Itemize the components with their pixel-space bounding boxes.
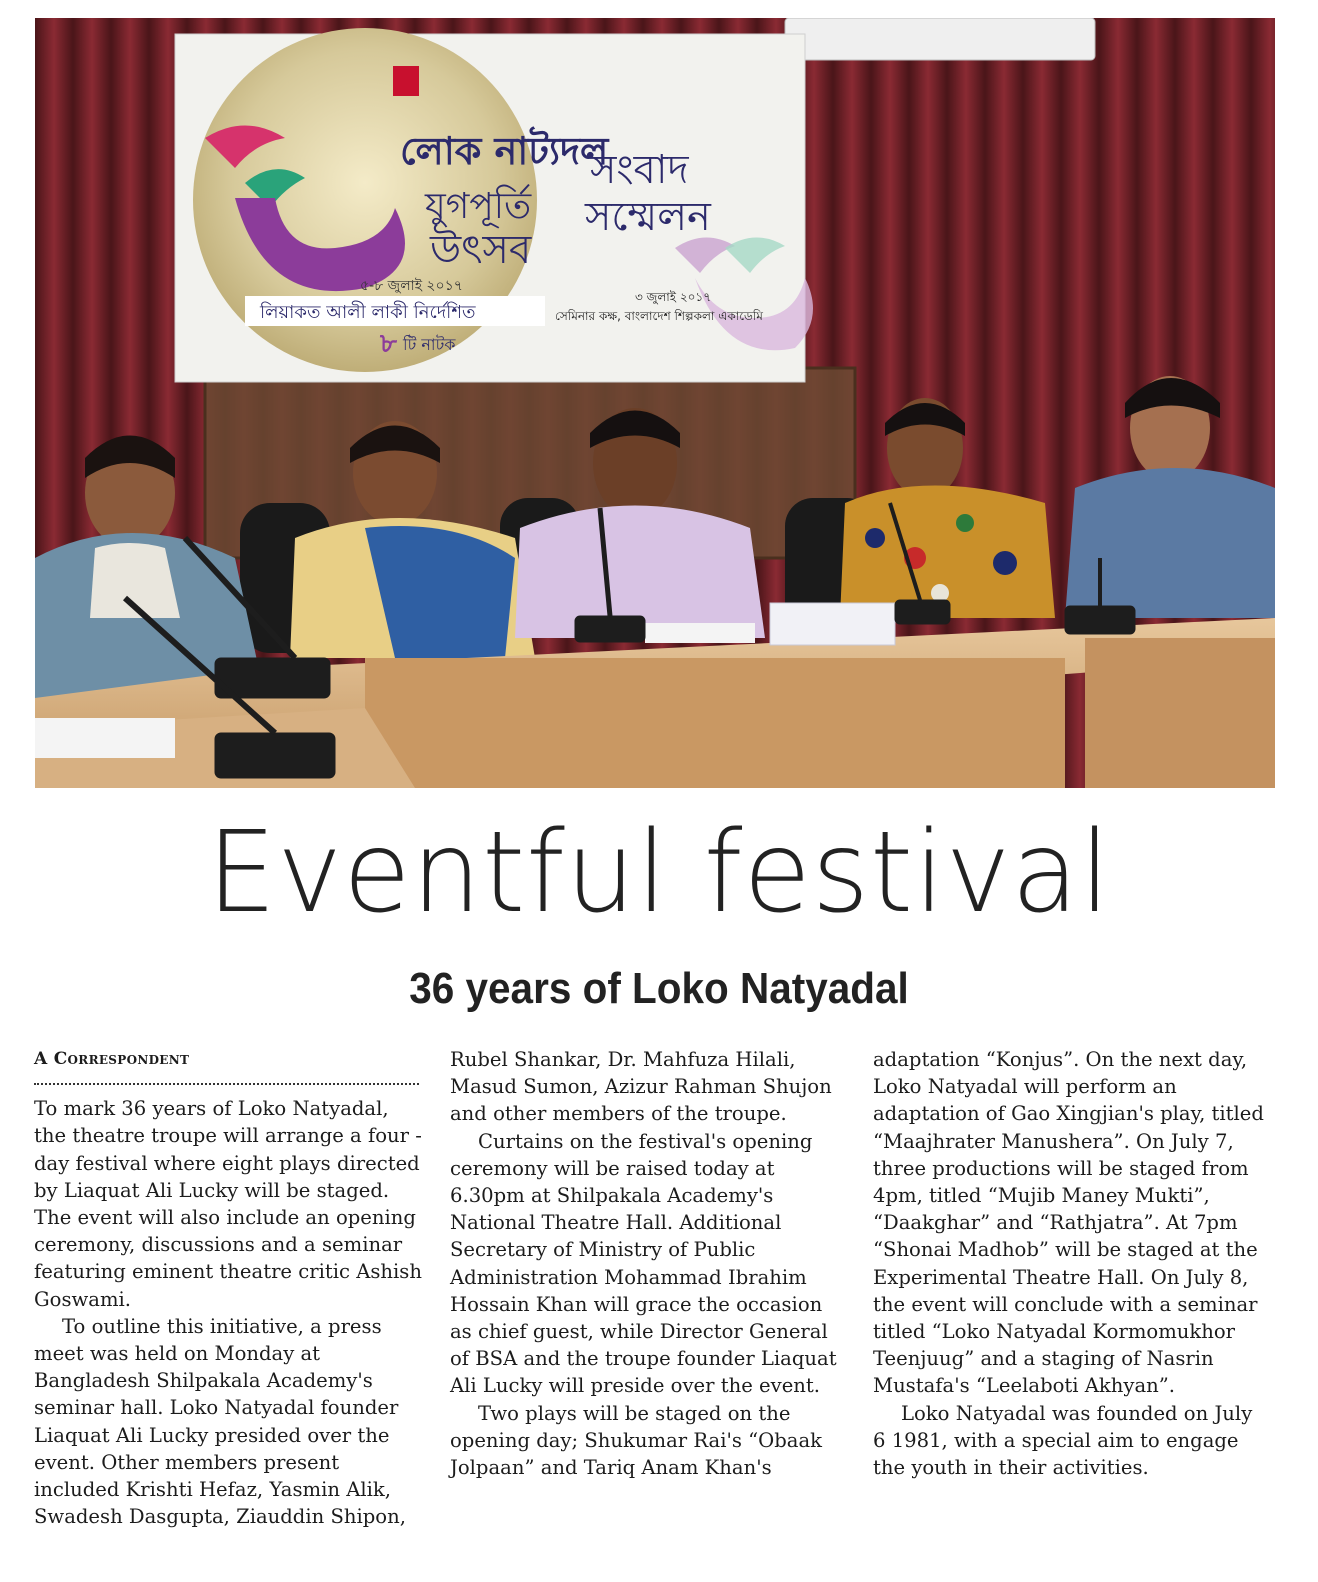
- banner-press-title-line2: সম্মেলন: [585, 194, 711, 240]
- banner-press-venue: সেমিনার কক্ষ, বাংলাদেশ শিল্পকলা একাডেমি: [555, 309, 763, 323]
- banner-troupe-name: লোক নাট্যদল: [400, 129, 609, 173]
- paragraph: Rubel Shankar, Dr. Mahfuza Hilali, Masud Sumon, Azizur Rahman Shujon and other members of the troupe.: [450, 1048, 832, 1126]
- banner-director-line: লিয়াকত আলী লাকী নির্দেশিত: [260, 302, 476, 323]
- article-column-3: [873, 1046, 1269, 1481]
- byline-divider: [34, 1077, 419, 1085]
- banner-press-title-line1: সংবাদ: [590, 147, 689, 193]
- banner-press-date: ৩ জুলাই ২০১৭: [635, 290, 712, 304]
- paragraph: adaptation “Konjus”. On the next day, Loko Natyadal will perform an adaptation of Gao Xingjian's play, titled “Maajhrater Manushera”. On July 7, three productions will be staged from 4pm, titled “Mujib Maney Mukti”, “Daakghar” and “Rathjatra”. At 7pm “Shonai Madhob” will be staged at the Experimental Theatre Hall. On July 8, the event will conclude with a seminar titled “Loko Natyadal Kormomukhor Teenjuug” and a staging of Nasrin Mustafa's “Leelaboti Akhyan”.: [873, 1048, 1264, 1398]
- byline: A Correspondent: [34, 1049, 190, 1069]
- paragraph: To outline this initiative, a press meet was held on Monday at Bangladesh Shilpakala Academy's seminar hall. Loko Natyadal founder Liaquat Ali Lucky presided over the event. Other members present included Krishti Hefaz, Yasmin Alik, Swadesh Dasgupta, Ziauddin Shipon,: [34, 1314, 406, 1529]
- banner-festival-line1: যুগপূর্তি: [425, 186, 532, 227]
- banner-festival-line2: উৎসব: [430, 227, 532, 273]
- banner-plays-count: ৮: [380, 329, 397, 359]
- paragraph: To mark 36 years of Loko Natyadal, the theatre troupe will arrange a four - day festival where eight plays directed by Liaquat Ali Lucky will be staged. The event will also include an opening ceremony, discussions and a seminar featuring eminent theatre critic Ashish Goswami.: [34, 1097, 422, 1311]
- press-meet-photo: [35, 18, 1275, 788]
- banner-plays-line: টি নাটক: [403, 335, 456, 354]
- paragraph: Loko Natyadal was founded on July 6 1981, with a special aim to engage the youth in their activities.: [873, 1401, 1253, 1480]
- banner-dates: ৫-৮ জুলাই ২০১৭: [360, 278, 463, 294]
- paragraph: Two plays will be staged on the opening day; Shukumar Rai's “Obaak Jolpaan” and Tariq Anam Khan's: [450, 1401, 823, 1480]
- headline: Eventful festival: [206, 808, 1112, 938]
- subheadline: 36 years of Loko Natyadal: [409, 964, 909, 1013]
- paragraph: Curtains on the festival's opening ceremony will be raised today at 6.30pm at Shilpakala Academy's National Theatre Hall. Additional Secretary of Ministry of Public Administration Mohammad Ibrahim Hossain Khan will grace the occasion as chief guest, while Director General of BSA and the troupe founder Liaquat Ali Lucky will preside over the event.: [450, 1129, 837, 1398]
- article-column-1: [34, 1046, 424, 1530]
- article-column-2: [450, 1046, 846, 1481]
